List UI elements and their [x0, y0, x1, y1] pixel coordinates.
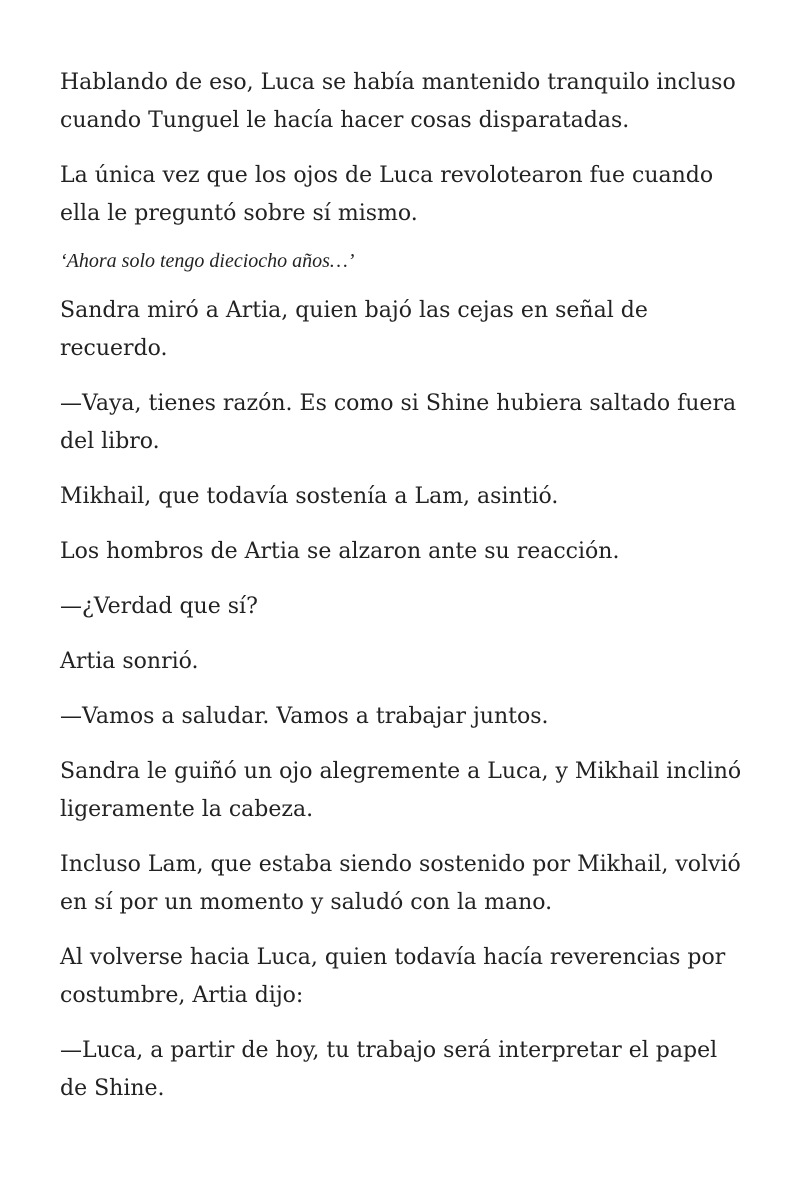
paragraph: Mikhail, que todavía sostenía a Lam, asintió. [60, 484, 559, 509]
paragraph: Artia sonrió. [60, 649, 199, 674]
paragraph: Sandra le guiñó un ojo alegremente a Luca, y Mikhail inclinó ligeramente la cabeza. [60, 759, 742, 822]
paragraph: La única vez que los ojos de Luca revolotearon fue cuando ella le preguntó sobre sí mismo. [60, 163, 714, 226]
dialogue-paragraph: —Vaya, tienes razón. Es como si Shine hubiera saltado fuera del libro. [60, 391, 737, 454]
paragraph: Incluso Lam, que estaba siendo sostenido por Mikhail, volvió en sí por un momento y saludó con la mano. [60, 852, 741, 915]
inner-thought-paragraph: ‘Ahora solo tengo dieciocho años…’ [60, 250, 355, 272]
dialogue-paragraph: —Luca, a partir de hoy, tu trabajo será interpretar el papel de Shine. [60, 1038, 718, 1101]
page-text [60, 64, 750, 1125]
dialogue-paragraph: —Vamos a saludar. Vamos a trabajar juntos. [60, 704, 549, 729]
paragraph: Sandra miró a Artia, quien bajó las cejas en señal de recuerdo. [60, 298, 648, 361]
paragraph: Hablando de eso, Luca se había mantenido tranquilo incluso cuando Tunguel le hacía hacer cosas disparatadas. [60, 70, 736, 133]
dialogue-paragraph: —¿Verdad que sí? [60, 594, 258, 619]
paragraph: Los hombros de Artia se alzaron ante su reacción. [60, 539, 620, 564]
paragraph: Al volverse hacia Luca, quien todavía hacía reverencias por costumbre, Artia dijo: [60, 945, 726, 1008]
